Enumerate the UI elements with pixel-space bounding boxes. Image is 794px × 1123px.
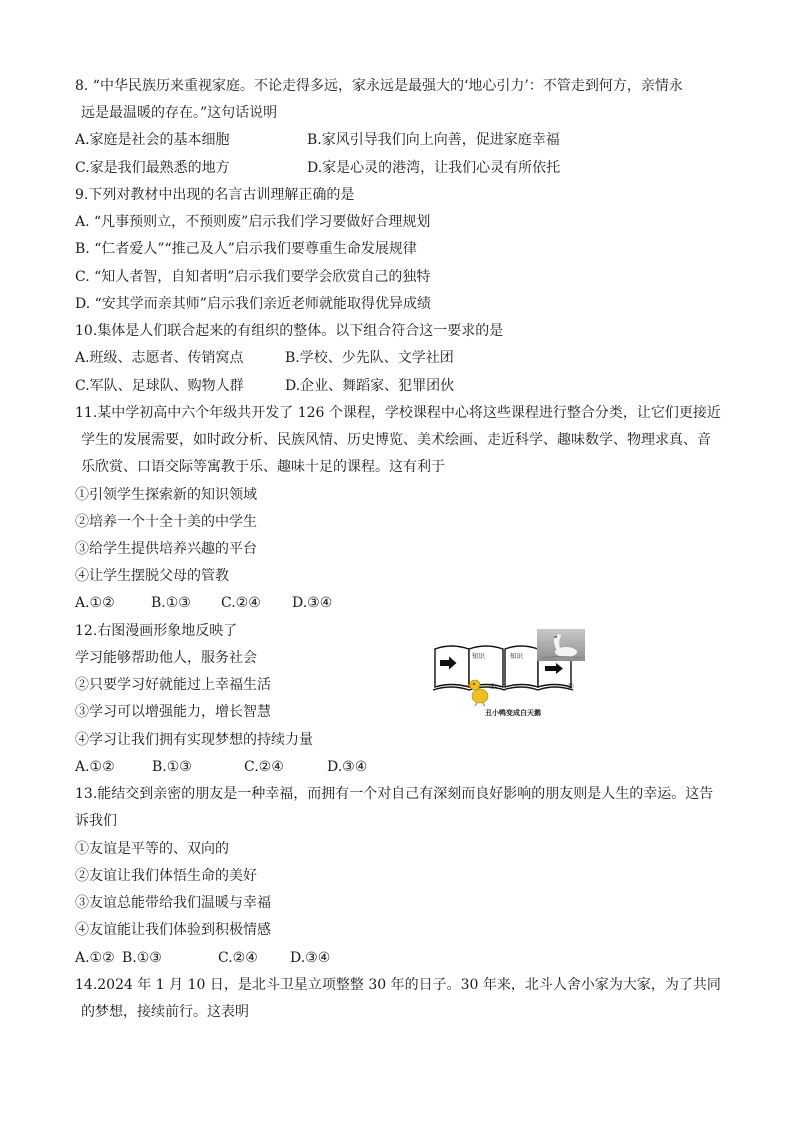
choice-a: A.①② — [75, 758, 115, 775]
choice-b: B.①③ — [152, 758, 192, 775]
statement-item: ①引领学生探索新的知识领域 — [75, 486, 257, 503]
question-stem-line: 学生的发展需要，如时政分析、民族风情、历史博览、美术绘画、走近科学、趣味数学、物理求真、音 — [81, 432, 711, 449]
option-row — [75, 155, 735, 182]
question-stem-line: 9.下列对教材中出现的名言古训理解正确的是 — [75, 186, 355, 203]
choice-d: D.③④ — [327, 758, 368, 775]
choice-row — [75, 945, 735, 972]
option-b: B.学校、少先队、文学社团 — [285, 350, 454, 367]
statement-item: ②友谊让我们体悟生命的美好 — [75, 867, 257, 884]
option-c: C. “知人者智，自知者明”启示我们要学会欣赏自己的独特 — [75, 268, 431, 285]
question-9 — [75, 182, 735, 318]
statement-item: ②只要学习好就能过上幸福生活 — [75, 677, 271, 694]
choice-b: B.①③ — [122, 949, 162, 966]
marker-1: ① — [489, 682, 497, 691]
statement-item: ③给学生提供培养兴趣的平台 — [75, 540, 257, 557]
question-stem-line: 10.集体是人们联合起来的有组织的整体。以下组合符合这一要求的是 — [75, 323, 504, 340]
option-b: B. “仁者爱人”“推己及人”启示我们要尊重生命发展规律 — [75, 241, 417, 258]
statement-item: ④学习让我们拥有实现梦想的持续力量 — [75, 731, 313, 748]
option-d: D.家是心灵的港湾，让我们心灵有所依托 — [307, 159, 561, 176]
duckling-body — [472, 689, 488, 703]
question-stem-line: 乐欣赏、口语交际等寓教于乐、趣味十足的课程。这有利于 — [81, 459, 445, 476]
marker-2: ② — [567, 682, 575, 691]
option-c: C.军队、足球队、购物人群 — [75, 377, 244, 394]
option-d: D.企业、舞蹈家、犯罪团伙 — [285, 377, 455, 394]
question-12 — [75, 618, 735, 781]
option-row — [75, 373, 735, 400]
statement-item: 学习能够帮助他人，服务社会 — [75, 649, 257, 666]
question-stem-line: 诉我们 — [75, 813, 117, 830]
question-stem-line: 的梦想，接续前行。这表明 — [81, 1003, 249, 1020]
option-a: A.班级、志愿者、传销窝点 — [75, 350, 244, 367]
question-stem-line: 8. “中华民族历来重视家庭。不论走得多远，家永远是最强大的‘地心引力’：不管走到何方，亲情永 — [75, 78, 683, 94]
question-list — [75, 73, 735, 1026]
duckling-eye — [473, 683, 475, 685]
option-d: D. “安其学而亲其师”启示我们亲近老师就能取得优异成绩 — [75, 295, 431, 312]
choice-b: B.①③ — [151, 595, 191, 612]
question-13 — [75, 781, 735, 972]
choice-row — [75, 590, 735, 617]
option-row — [75, 345, 735, 372]
choice-d: D.③④ — [290, 949, 331, 966]
question-14 — [75, 972, 735, 1026]
choice-a: A.①② — [75, 949, 115, 966]
statement-item: ③学习可以增强能力，增长智慧 — [75, 704, 271, 721]
swan-photo — [537, 629, 585, 661]
choice-row — [75, 754, 735, 781]
duckling-head — [470, 680, 480, 690]
question-stem-line: 14.2024 年 1 月 10 日，是北斗卫星立项整整 30 年的日子。30 年来，北斗人舍小家为大家，为了共同 — [75, 976, 721, 993]
ugly-duckling-cartoon — [430, 627, 590, 722]
statement-item: ④友谊能让我们体验到积极情感 — [75, 922, 271, 939]
choice-a: A.①② — [75, 595, 115, 612]
choice-c: C.②④ — [221, 595, 261, 612]
statement-item: ④让学生摆脱父母的管教 — [75, 568, 229, 585]
choice-d: D.③④ — [292, 595, 333, 612]
question-stem-line: 远是最温暖的存在。”这句话说明 — [81, 105, 278, 122]
book-2-label: 知识 — [510, 652, 523, 660]
statement-item: ②培养一个十全十美的中学生 — [75, 513, 257, 530]
question-stem-line: 12.右图漫画形象地反映了 — [75, 622, 238, 639]
option-c: C.家是我们最熟悉的地方 — [75, 159, 230, 176]
book-1-label: 知识 — [472, 652, 485, 660]
option-a: A. “凡事预则立，不预则废”启示我们学习要做好合理规划 — [75, 214, 431, 231]
choice-c: C.②④ — [218, 949, 258, 966]
statement-item: ③友谊总能带给我们温暖与幸福 — [75, 895, 271, 912]
figure-caption: 丑小鸭变成白天鹅 — [485, 709, 541, 717]
question-stem-line: 11.某中学初高中六个年级共开发了 126 个课程，学校课程中心将这些课程进行整合分类，让它们更接近 — [75, 404, 721, 421]
question-8 — [75, 73, 735, 182]
question-11 — [75, 400, 735, 618]
question-stem-line: 13.能结交到亲密的朋友是一种幸福，而拥有一个对自己有深刻而良好影响的朋友则是人生的幸运。这告 — [75, 786, 714, 803]
question-10 — [75, 318, 735, 400]
statement-item: ①友谊是平等的、双向的 — [75, 840, 229, 857]
option-b: B.家风引导我们向上向善，促进家庭幸福 — [307, 132, 560, 149]
choice-c: C.②④ — [244, 758, 284, 775]
option-row — [75, 127, 735, 154]
option-a: A.家庭是社会的基本细胞 — [75, 132, 230, 149]
